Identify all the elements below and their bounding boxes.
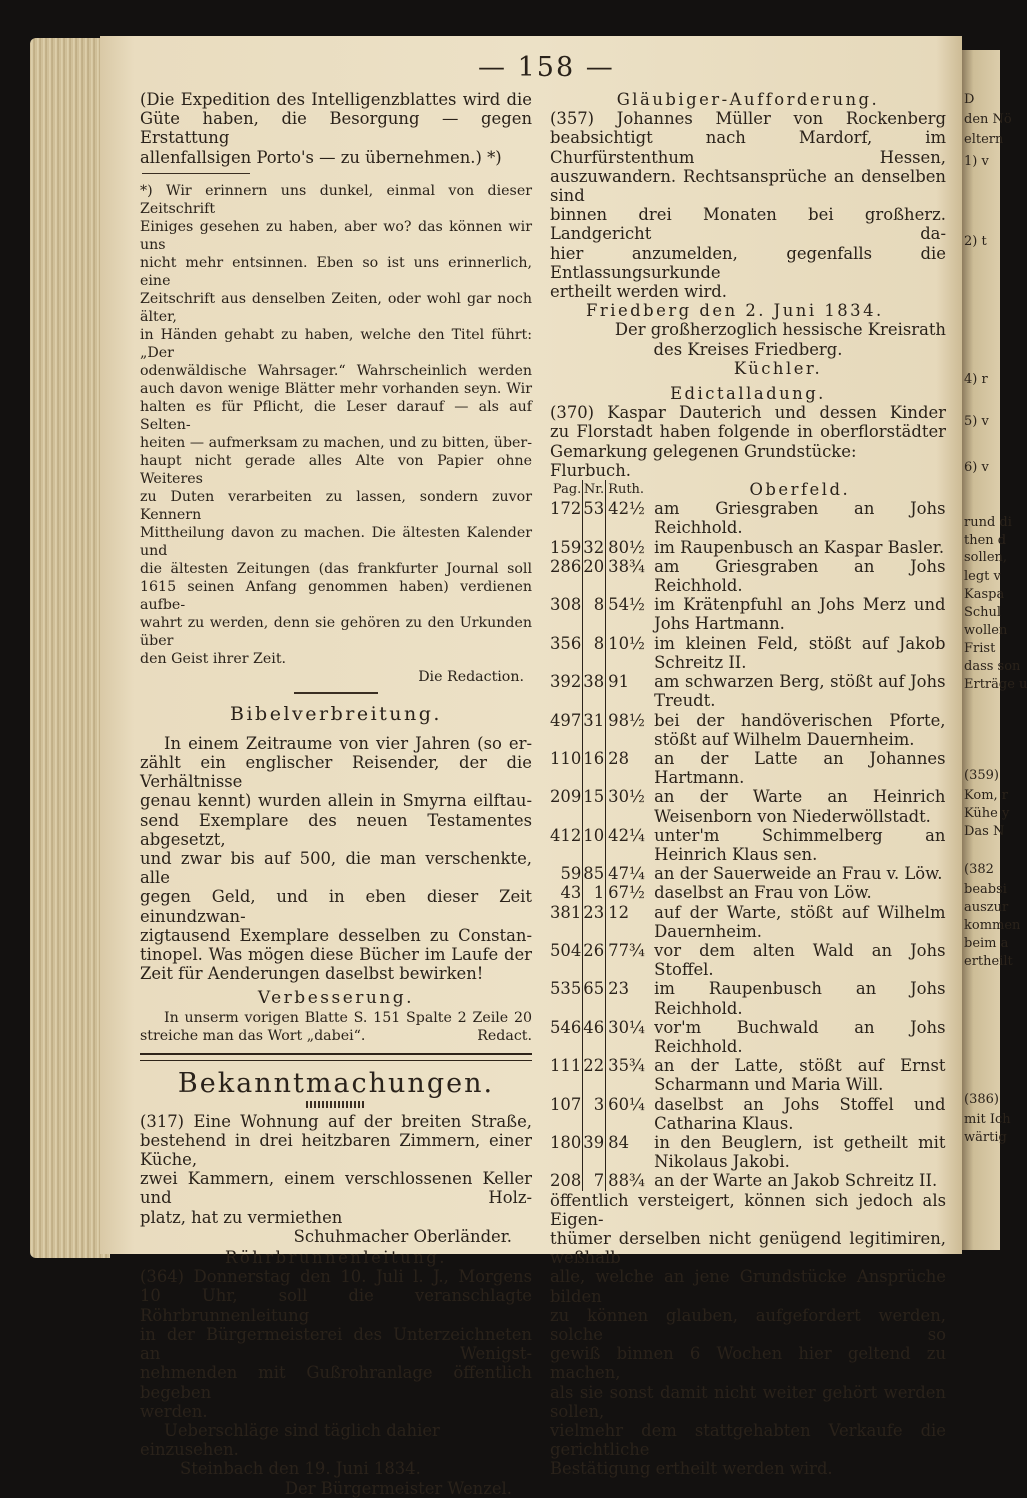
fragment: beim a bbox=[964, 936, 1009, 951]
footnote-line: den Geist ihrer Zeit. bbox=[140, 650, 287, 667]
table-row bbox=[550, 499, 946, 537]
fragment: D bbox=[964, 92, 975, 107]
closing-line: thümer derselben nicht genügend legitimiren, weßhalb bbox=[550, 1228, 946, 1268]
parcel-nr: 32 bbox=[583, 537, 605, 557]
closing-line: öffentlich versteigert, können sich jedoch als Eigen- bbox=[550, 1190, 946, 1229]
footnote-line: die ältesten Zeitungen (das frankfurter Journal soll bbox=[140, 560, 532, 577]
notice-line: ertheilt werden wird. bbox=[550, 282, 727, 302]
fragment: 2) t bbox=[964, 234, 987, 249]
parcel-pag: 392 bbox=[550, 672, 583, 710]
section-oberfeld: Oberfeld. bbox=[749, 480, 851, 500]
parcel-ruth: 54½ bbox=[608, 595, 645, 615]
parcel-nr: 15 bbox=[583, 787, 606, 825]
header-pag: Pag. bbox=[550, 480, 583, 499]
parcel-description: im Raupenbusch an Johs Reichhold. bbox=[654, 979, 946, 1018]
parcel-description: im kleinen Feld, stößt auf Jakob Schreitz II. bbox=[654, 633, 946, 672]
section-double-rule bbox=[140, 1053, 532, 1061]
parcel-ruth: 23 bbox=[608, 979, 630, 999]
closing-line: als sie sonst damit nicht weiter gehört werden sollen, bbox=[550, 1382, 946, 1421]
notice-signature: des Kreises Friedberg. bbox=[653, 339, 843, 359]
text-line: zählt ein englischer Reisender, der die Verhältnisse bbox=[140, 753, 532, 792]
parcel-ruth: 10½ bbox=[608, 633, 645, 653]
parcel-description: daselbst an Johs Stoffel und Catharina Klaus. bbox=[654, 1094, 946, 1133]
notice-line: (317) Eine Wohnung auf der breiten Straße, bbox=[140, 1111, 532, 1131]
footnote-line: *) Wir erinnern uns dunkel, einmal von dieser Zeitschrift bbox=[140, 182, 532, 217]
parcel-ruth: 42¼ bbox=[608, 825, 645, 845]
notice-line: zu Florstadt haben folgende in oberflorstädter bbox=[550, 422, 946, 442]
parcel-description: im Krätenpfuhl an Johs Merz und Johs Hartmann. bbox=[654, 595, 946, 634]
fragment: 4) r bbox=[964, 372, 988, 387]
book-page-edges bbox=[30, 38, 110, 1258]
text-line: genau kennt) wurden allein in Smyrna eilftau- bbox=[140, 791, 532, 811]
section-rule bbox=[294, 692, 378, 694]
fragment: wärtig bbox=[964, 1130, 1007, 1145]
parcel-ruth: 80½ bbox=[608, 537, 645, 557]
flurbuch-label: Flurbuch. bbox=[550, 460, 632, 480]
fragment: ertheilt bbox=[964, 954, 1013, 969]
footnote-line: odenwäldische Wahrsager.“ Wahrscheinlich werden bbox=[140, 362, 532, 379]
parcel-description: am schwarzen Berg, stößt auf Johs Treudt. bbox=[654, 672, 946, 711]
text-line: Zeit für Aenderungen daselbst bewirken! bbox=[140, 964, 484, 984]
parcel-nr: 31 bbox=[583, 711, 606, 749]
parcel-nr: 38 bbox=[583, 672, 606, 710]
page-number: — 158 — bbox=[478, 52, 615, 83]
footnote-line: halten es für Pflicht, die Leser darauf — als auf Selten- bbox=[140, 398, 532, 433]
table-row bbox=[550, 711, 946, 749]
parcel-nr: 10 bbox=[583, 826, 606, 864]
parcel-ruth: 38¾ bbox=[608, 556, 645, 576]
parcel-pag: 504 bbox=[550, 941, 583, 979]
correction-line: streiche man das Wort „dabei“. bbox=[140, 1027, 366, 1044]
parcel-description: an der Sauerweide an Frau v. Löw. bbox=[654, 864, 943, 884]
table-row bbox=[550, 672, 946, 710]
parcel-ruth: 47¼ bbox=[608, 864, 645, 884]
fragment: 6) v bbox=[964, 460, 989, 475]
notice-line: Ueberschläge sind täglich dahier einzusehen. bbox=[140, 1420, 440, 1460]
fragment: legt v bbox=[964, 569, 1001, 584]
correction-heading: Verbesserung. bbox=[257, 988, 415, 1009]
table-row bbox=[550, 1133, 946, 1171]
table-row bbox=[550, 826, 946, 864]
parcel-description: im Raupenbusch an Kaspar Basler. bbox=[654, 537, 945, 557]
notice-line: beabsichtigt nach Mardorf, im Churfürstenthum Hessen, bbox=[550, 128, 946, 167]
parcel-pag: 208 bbox=[550, 1171, 582, 1191]
parcel-pag: 308 bbox=[550, 595, 583, 633]
footnote-line: nicht mehr entsinnen. Eben so ist uns erinnerlich, eine bbox=[140, 254, 532, 289]
parcel-pag: 107 bbox=[550, 1095, 583, 1133]
notice-line: binnen drei Monaten bei großherz. Landgericht da- bbox=[550, 205, 946, 244]
parcel-description: am Griesgraben an Johs Reichhold. bbox=[654, 556, 946, 596]
parcel-ruth: 91 bbox=[608, 672, 630, 692]
notice-line: (370) Kaspar Dauterich und dessen Kinder bbox=[550, 403, 946, 423]
parcel-ruth: 30¼ bbox=[608, 1017, 645, 1037]
fragment: Kaspa bbox=[964, 587, 1005, 602]
parcel-nr: 7 bbox=[583, 1171, 606, 1190]
parcel-description: vor dem alten Wald an Johs Stoffel. bbox=[654, 940, 946, 980]
notice-line: Gemarkung gelegenen Grundstücke: bbox=[550, 441, 857, 461]
text-line: zigtausend Exemplare desselben zu Constan- bbox=[140, 925, 532, 945]
table-row bbox=[550, 903, 946, 941]
header-ruth: Ruth. bbox=[608, 482, 645, 498]
parcel-ruth: 77¾ bbox=[608, 940, 645, 960]
fragment: wollen bbox=[964, 623, 1008, 638]
parcel-pag: 535 bbox=[550, 979, 583, 1017]
parcel-description: an der Warte an Jakob Schreitz II. bbox=[654, 1171, 938, 1191]
parcel-description: daselbst an Frau von Löw. bbox=[654, 883, 872, 903]
text-line: tinopel. Was mögen diese Bücher im Laufe der bbox=[140, 945, 532, 965]
parcel-pag: 412 bbox=[550, 826, 583, 864]
notice-signature-name: Küchler. bbox=[733, 358, 823, 378]
footnote-rule bbox=[142, 173, 250, 174]
parcel-nr: 65 bbox=[583, 979, 606, 1017]
footnote-line: haupt nicht gerade alles Alte von Papier ohne Weiteres bbox=[140, 452, 532, 487]
notice-line: zwei Kammern, einem verschlossenen Keller und Holz- bbox=[140, 1169, 532, 1208]
text-line: gegen Geld, und in eben dieser Zeit einundzwan- bbox=[140, 887, 532, 926]
closing-line: zu können glauben, aufgefordert werden, solche so bbox=[550, 1305, 946, 1344]
parcel-pag: 180 bbox=[550, 1133, 583, 1171]
footnote-line: Mittheilung davon zu machen. Die ältesten Kalender und bbox=[140, 524, 532, 559]
correction-signature: Redact. bbox=[477, 1027, 532, 1044]
fragment: (359) bbox=[964, 768, 999, 783]
table-row bbox=[550, 941, 946, 979]
fragment: dass son bbox=[964, 659, 1021, 674]
text-line: In einem Zeitraume von vier Jahren (so er- bbox=[164, 733, 532, 753]
parcel-nr: 8 bbox=[583, 595, 606, 633]
closing-line: vielmehr dem stattgehabten Verkaufe die gerichtliche bbox=[550, 1421, 946, 1460]
notice-line: 10 Uhr, soll die veranschlagte Röhrbrunnenleitung bbox=[140, 1286, 532, 1325]
ornament bbox=[306, 1101, 366, 1108]
notice-line: platz, hat zu vermiethen bbox=[140, 1207, 343, 1227]
creditor-heading: Gläubiger-Aufforderung. bbox=[616, 90, 880, 109]
correction-line-row bbox=[140, 1027, 532, 1045]
table-row bbox=[550, 538, 946, 557]
parcel-ruth: 42½ bbox=[608, 499, 645, 519]
parcel-description: auf der Warte, stößt auf Wilhelm Dauernheim. bbox=[654, 902, 946, 941]
parcel-description: unter'm Schimmelberg an Heinrich Klaus sen. bbox=[654, 825, 946, 864]
footnote-line: Einiges gesehen zu haben, aber wo? das können wir uns bbox=[140, 218, 532, 253]
fragment: rund di bbox=[964, 515, 1012, 530]
table-row bbox=[550, 1095, 946, 1133]
parcel-ruth: 28 bbox=[608, 748, 630, 768]
fragment: (382 bbox=[964, 862, 994, 877]
parcel-nr: 39 bbox=[583, 1133, 606, 1171]
text-line: Güte haben, die Besorgung — gegen Erstattung bbox=[140, 109, 532, 148]
parcel-nr: 85 bbox=[583, 864, 605, 884]
parcel-pag: 356 bbox=[550, 634, 583, 672]
fragment: Schul bbox=[964, 605, 1002, 620]
fragment: 1) v bbox=[964, 154, 989, 169]
footnote-line: in Händen gehabt zu haben, welche den Titel führt: „Der bbox=[140, 326, 532, 361]
fragment: mit Ich bbox=[964, 1112, 1011, 1127]
parcel-pag: 111 bbox=[550, 1056, 583, 1094]
announcements-heading: Bekanntmachungen. bbox=[177, 1067, 495, 1099]
table-header-row bbox=[550, 480, 946, 499]
parcel-nr: 53 bbox=[583, 499, 606, 537]
text-line: und zwar bis auf 500, die man verschenkte, alle bbox=[140, 849, 532, 888]
fragment: 5) v bbox=[964, 414, 989, 429]
parcel-pag: 209 bbox=[550, 787, 583, 825]
notice-signature: Schuhmacher Oberländer. bbox=[293, 1226, 512, 1246]
notice-line: in der Bürgermeisterei des Unterzeichneten an Wenigst- bbox=[140, 1324, 532, 1364]
fragment: auszur bbox=[964, 900, 1009, 915]
closing-line: Bestätigung ertheilt werden wird. bbox=[550, 1459, 833, 1479]
parcel-nr: 8 bbox=[583, 634, 606, 672]
header-nr: Nr. bbox=[583, 480, 606, 499]
parcel-ruth: 88¾ bbox=[608, 1171, 645, 1191]
table-row bbox=[550, 1056, 946, 1094]
parcel-ruth: 67½ bbox=[608, 883, 645, 903]
parcel-nr: 3 bbox=[583, 1095, 606, 1133]
fragment: Frist bbox=[964, 641, 996, 656]
parcel-ruth: 35¾ bbox=[608, 1056, 645, 1076]
adjacent-page-fragment bbox=[962, 50, 1027, 1250]
text-line: (Die Expedition des Intelligenzblattes wird die bbox=[140, 90, 532, 109]
parcel-description: bei der handöverischen Pforte, stößt auf Wilhelm Dauernheim. bbox=[654, 710, 946, 749]
parcel-pag: 381 bbox=[550, 903, 583, 941]
parcel-ruth: 98½ bbox=[608, 710, 645, 730]
bible-heading: Bibelverbreitung. bbox=[230, 702, 442, 725]
parcel-nr: 16 bbox=[583, 749, 606, 787]
correction-text bbox=[140, 1009, 532, 1045]
table-row bbox=[550, 557, 946, 595]
parcel-nr: 22 bbox=[583, 1056, 606, 1094]
fragment: (386) bbox=[964, 1092, 999, 1107]
parcel-pag: 286 bbox=[550, 557, 583, 595]
footnote-line: zu Duten verarbeiten zu lassen, sondern zuvor Kennern bbox=[140, 488, 532, 523]
parcel-nr: 20 bbox=[583, 557, 606, 595]
table-row bbox=[550, 1018, 946, 1056]
table-row bbox=[550, 595, 946, 633]
table-row bbox=[550, 787, 946, 825]
footnote bbox=[140, 182, 532, 686]
parcel-pag: 546 bbox=[550, 1018, 583, 1056]
table-row bbox=[550, 883, 946, 902]
parcel-description: an der Warte an Heinrich Weisenborn von Niederwöllstadt. bbox=[654, 787, 946, 826]
left-column bbox=[140, 90, 532, 1498]
parcel-nr: 46 bbox=[583, 1018, 606, 1056]
table-row bbox=[550, 864, 946, 883]
parcel-pag: 172 bbox=[550, 499, 583, 537]
parcel-pag: 159 bbox=[550, 537, 582, 557]
table-row bbox=[550, 1171, 946, 1190]
table-row bbox=[550, 979, 946, 1017]
notice-line: (357) Johannes Müller von Rockenberg bbox=[550, 109, 946, 129]
parcel-nr: 1 bbox=[583, 883, 606, 902]
footnote-line: 1615 seinen Anfang genommen haben) verdienen aufbe- bbox=[140, 578, 532, 613]
table-row bbox=[550, 634, 946, 672]
fragment: den Nö bbox=[964, 112, 1012, 127]
parcel-description: an der Latte an Johannes Hartmann. bbox=[654, 748, 946, 788]
pipe-heading: Röhrbrunnenleitung. bbox=[225, 1248, 447, 1268]
summons-heading: Edictalladung. bbox=[670, 384, 826, 404]
fragment: Kühe y bbox=[964, 806, 1010, 821]
parcel-description: in den Beuglern, ist getheilt mit Nikolaus Jakobi. bbox=[654, 1132, 946, 1172]
notice-line: nehmenden mit Gußrohranlage öffentlich begeben bbox=[140, 1363, 532, 1402]
notice-date: Steinbach den 19. Juni 1834. bbox=[180, 1459, 421, 1479]
fragment: Erträge u bbox=[964, 677, 1027, 692]
footnote-line: wahrt zu werden, denn sie gehören zu den Urkunden über bbox=[140, 614, 532, 649]
parcel-ruth: 12 bbox=[608, 902, 630, 922]
parcel-description: am Griesgraben an Johs Reichhold. bbox=[654, 499, 946, 538]
parcel-pag: 43 bbox=[550, 883, 583, 902]
fragment: Das N bbox=[964, 824, 1005, 839]
parcel-pag: 110 bbox=[550, 749, 583, 787]
notice-line: auszuwandern. Rechtsansprüche an denselben sind bbox=[550, 166, 946, 206]
parcel-pag: 59 bbox=[550, 864, 583, 883]
footnote-line: heiten — aufmerksam zu machen, und zu bitten, über- bbox=[140, 434, 532, 451]
parcel-pag: 497 bbox=[550, 711, 583, 749]
fragment: kommen bbox=[964, 918, 1021, 933]
parcel-table bbox=[550, 480, 946, 1191]
fragment: Kom, r bbox=[964, 788, 1008, 803]
table-row bbox=[550, 749, 946, 787]
parcel-description: vor'm Buchwald an Johs Reichhold. bbox=[654, 1017, 946, 1056]
notice-signature: Der großherzoglich hessische Kreisrath bbox=[614, 320, 946, 340]
text-line: allenfallsigen Porto's — zu übernehmen.) *) bbox=[140, 147, 502, 167]
fragment: beabsi bbox=[964, 882, 1007, 897]
parcel-nr: 26 bbox=[583, 941, 606, 979]
parcel-ruth: 84 bbox=[608, 1132, 630, 1152]
text-line: send Exemplare des neuen Testamentes abgesetzt, bbox=[140, 810, 532, 849]
parcel-ruth: 60¼ bbox=[608, 1094, 645, 1114]
correction-line: In unserm vorigen Blatte S. 151 Spalte 2 Zeile 20 bbox=[164, 1009, 532, 1026]
notice-line: werden. bbox=[140, 1401, 208, 1421]
fragment: then d bbox=[964, 533, 1007, 548]
parcel-description: an der Latte, stößt auf Ernst Scharmann und Maria Will. bbox=[654, 1056, 946, 1095]
closing-line: gewiß binnen 6 Wochen hier geltend zu machen, bbox=[550, 1344, 946, 1383]
footnote-line: Zeitschrift aus denselben Zeiten, oder wohl gar noch älter, bbox=[140, 290, 532, 325]
notice-line: hier anzumelden, gegenfalls die Entlassungsurkunde bbox=[550, 243, 946, 282]
fragment: eltern bbox=[964, 132, 1004, 147]
closing-line: alle, welche an jene Grundstücke Ansprüche bilden bbox=[550, 1267, 946, 1306]
footnote-line: auch davon wenige Blätter mehr vorhanden seyn. Wir bbox=[140, 380, 532, 397]
notice-signature: Der Bürgermeister Wenzel. bbox=[284, 1478, 512, 1498]
notice-line: (364) Donnerstag den 10. Juli l. J., Morgens bbox=[140, 1267, 532, 1287]
notice-date: Friedberg den 2. Juni 1834. bbox=[586, 301, 884, 321]
notice-line: bestehend in drei heitzbaren Zimmern, einer Küche, bbox=[140, 1130, 532, 1170]
parcel-ruth: 30½ bbox=[608, 787, 645, 807]
right-column bbox=[550, 90, 946, 1479]
fragment: sollen, bbox=[964, 550, 1008, 565]
redaction-signature: Die Redaction. bbox=[418, 668, 524, 685]
parcel-nr: 23 bbox=[583, 903, 606, 941]
